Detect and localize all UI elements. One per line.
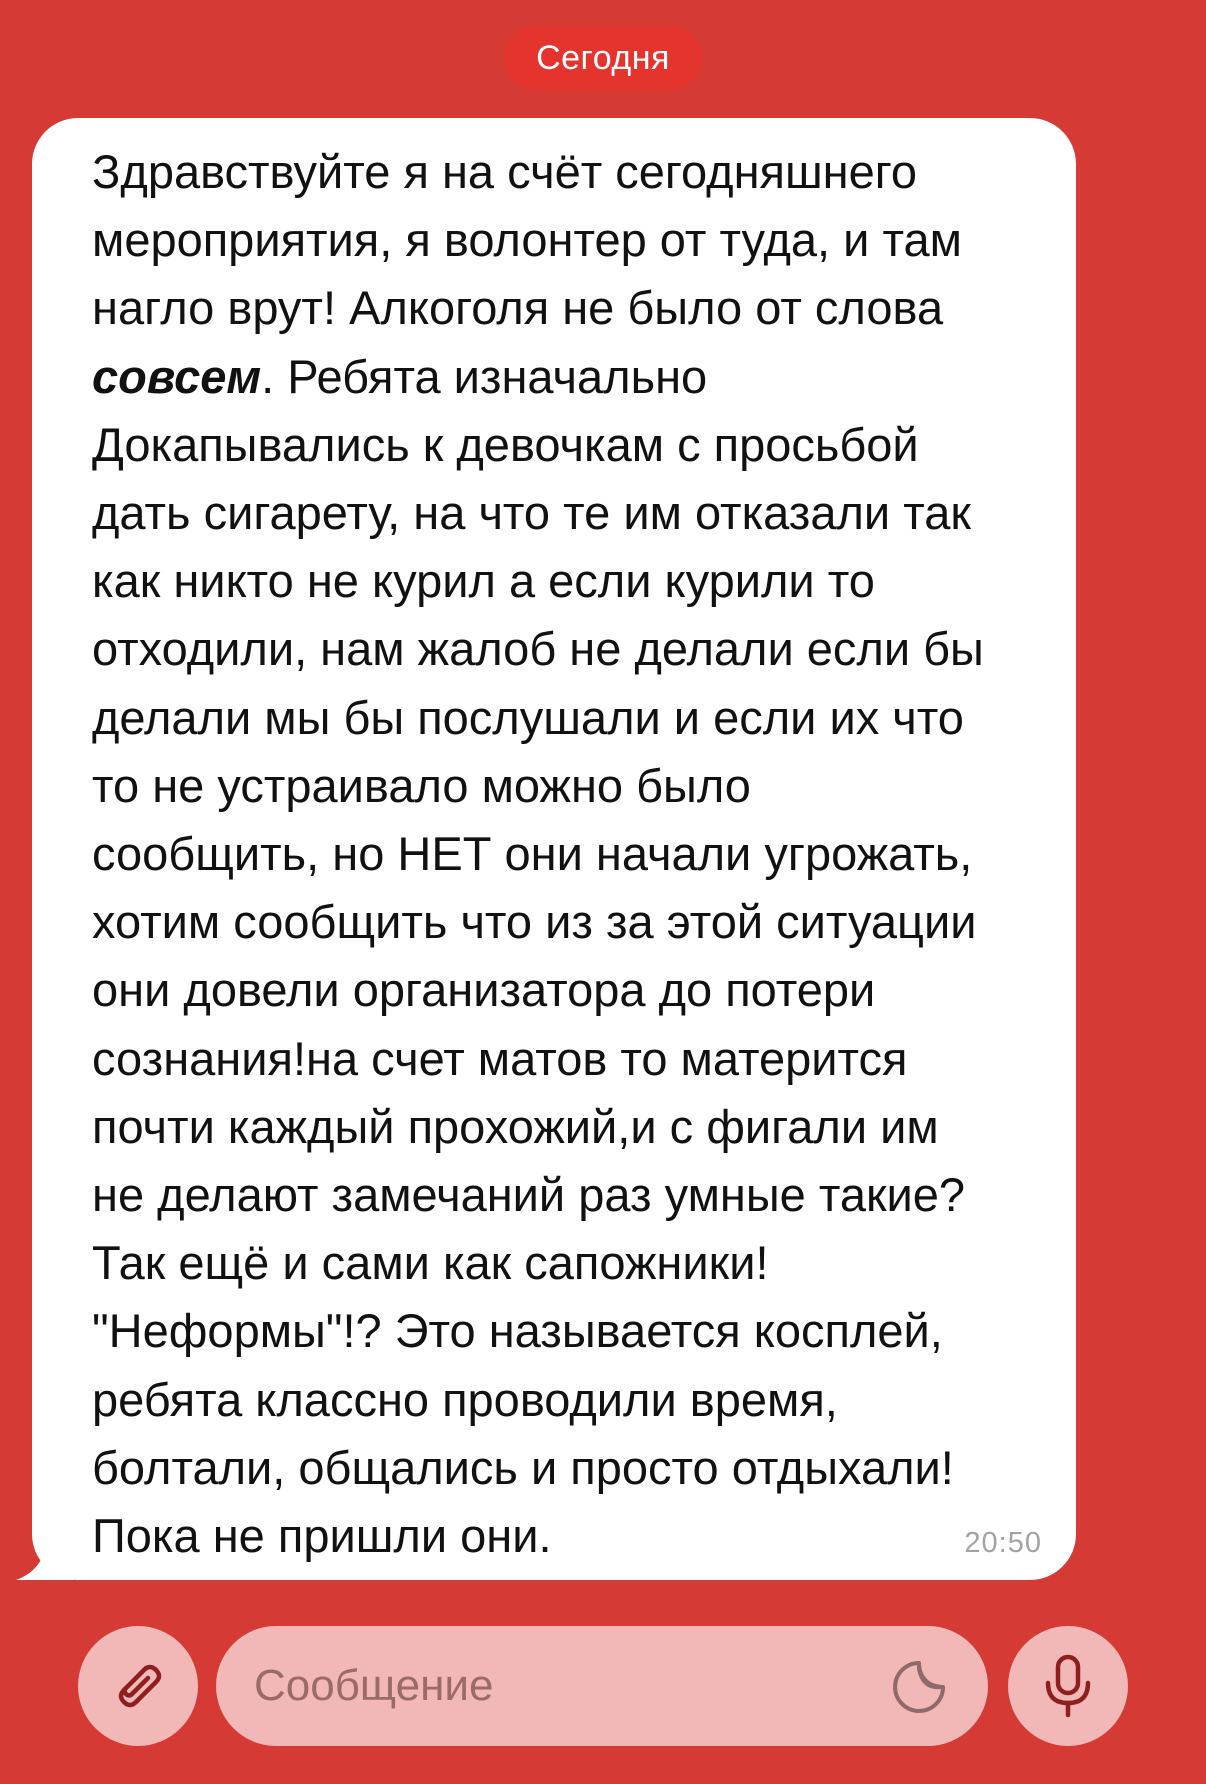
attach-button[interactable] — [78, 1626, 198, 1746]
message-text — [92, 138, 1082, 1570]
date-divider: Сегодня — [504, 26, 702, 90]
message-emphasis: совсем — [92, 349, 262, 403]
paperclip-icon — [106, 1654, 170, 1718]
microphone-icon — [1038, 1651, 1098, 1721]
message-input[interactable] — [216, 1626, 988, 1746]
sticker-icon — [889, 1657, 949, 1717]
voice-message-button[interactable] — [1008, 1626, 1128, 1746]
message-text-part-1: Здравствуйте я на счёт сегодняшнего мероприятия, я волонтер от туда, и там нагло врут! Алкоголя не было от слова — [92, 145, 962, 335]
message-composer — [0, 1620, 1206, 1750]
sticker-button[interactable] — [888, 1656, 950, 1718]
message-text-part-2: . Ребята изначально Докапывались к девочкам с просьбой дать сигарету, на что те им отказали так как никто не курил а если курили то отходили, нам жалоб не делали если бы делали мы бы послушали и если их что то не устраивало можно было сообщить, но НЕТ они начали угрожать, хотим сообщить что из за этой ситуации они довели организатора до потери сознания!на счет матов то матерится почти каждый прохожий,и с фигали им не делают замечаний раз умные такие? Так ещё и сами как сапожники! "Неформы"!? Это называется косплей, ребята классно проводили время, болтали, общались и просто отдыхали! Пока не пришли они. — [92, 349, 984, 1563]
incoming-message-bubble[interactable] — [32, 118, 1076, 1580]
message-time: 20:50 — [964, 1527, 1042, 1559]
